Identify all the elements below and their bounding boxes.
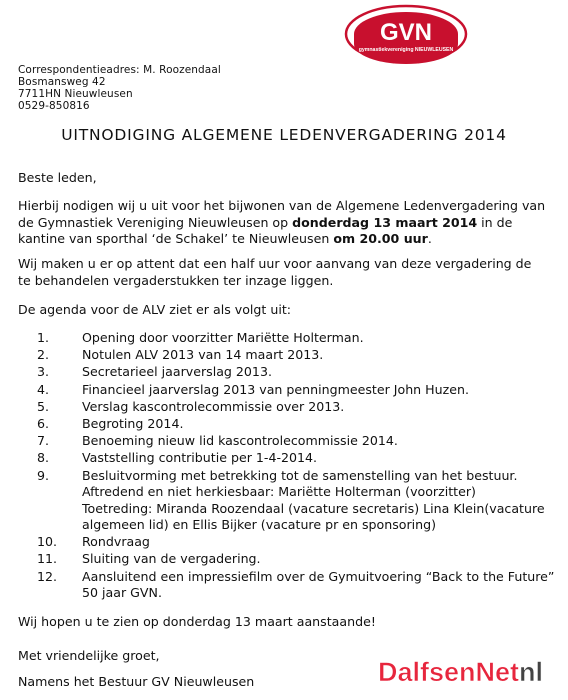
agenda-item bbox=[18, 534, 563, 551]
logo-subtext: gymnastiekvereniging NIEUWLEUSEN bbox=[358, 47, 454, 53]
gvn-logo bbox=[344, 4, 468, 64]
address-line: 0529-850816 bbox=[18, 100, 90, 112]
agenda-item bbox=[18, 330, 563, 347]
meeting-time: om 20.00 uur bbox=[333, 231, 428, 246]
agenda-item bbox=[18, 433, 563, 450]
agenda-number: 3. bbox=[37, 364, 50, 380]
watermark-text: DalfsenNet bbox=[378, 657, 520, 687]
address-line: Bosmansweg 42 bbox=[18, 76, 106, 88]
dalfsennet-watermark bbox=[376, 654, 564, 688]
letter-title: UITNODIGING ALGEMENE LEDENVERGADERING 2014 bbox=[61, 126, 507, 144]
intro-text: Hierbij nodigen wij u uit voor het bijwonen van de Algemene Ledenvergadering van de Gymnastiek Vereniging Nieuwleusen op bbox=[18, 198, 546, 230]
intro-paragraph bbox=[18, 198, 548, 248]
address-line: Correspondentieadres: M. Roozendaal bbox=[18, 64, 221, 76]
agenda-number: 8. bbox=[37, 450, 50, 466]
agenda-item bbox=[18, 551, 563, 568]
agenda-item bbox=[18, 569, 563, 602]
agenda-intro: De agenda voor de ALV ziet er als volgt uit: bbox=[18, 302, 292, 317]
logo-text: GVN bbox=[379, 19, 433, 46]
agenda-item bbox=[18, 347, 563, 364]
agenda-subtext: Aftredend en niet herkiesbaar: Mariëtte Holterman (voorzitter) bbox=[82, 484, 476, 499]
correspondence-address bbox=[18, 64, 221, 112]
meeting-date: donderdag 13 maart 2014 bbox=[292, 214, 478, 230]
svg-text:DalfsenNetnl bbox=[378, 657, 543, 687]
address-line: 7711HN Nieuwleusen bbox=[18, 88, 133, 100]
watermark-tld: nl bbox=[519, 657, 544, 687]
agenda-number: 6. bbox=[37, 415, 50, 431]
agenda-text: Vaststelling contributie per 1-4-2014. bbox=[82, 450, 318, 466]
agenda-list bbox=[18, 330, 563, 602]
agenda-item bbox=[18, 399, 563, 416]
agenda-number: 4. bbox=[37, 381, 50, 397]
agenda-text: Notulen ALV 2013 van 14 maart 2013. bbox=[82, 347, 324, 363]
greeting: Beste leden, bbox=[18, 170, 97, 185]
intro-text: . bbox=[427, 231, 432, 246]
agenda-text: Rondvraag bbox=[82, 534, 150, 550]
closing-line: Wij hopen u te zien op donderdag 13 maart aanstaande! bbox=[18, 614, 376, 629]
agenda-text: Secretarieel jaarverslag 2013. bbox=[82, 364, 272, 380]
notice-paragraph: Wij maken u er op attent dat een half uur voor aanvang van deze vergadering de te behandelen vergaderstukken ter inzage liggen. bbox=[18, 256, 532, 288]
agenda-number: 7. bbox=[37, 433, 50, 449]
regards-line: Met vriendelijke groet, bbox=[18, 648, 160, 663]
intro-text: in de kantine van sporthal ‘de Schakel’ te Nieuwleusen bbox=[18, 214, 513, 246]
agenda-item bbox=[18, 468, 563, 534]
agenda-text: Sluiting van de vergadering. bbox=[82, 551, 261, 567]
agenda-subtext: Toetreding: Miranda Roozendaal (vacature secretaris) Lina Klein(vacature algemeen lid) en Ellis Bijker (vacature pr en sponsoring) bbox=[82, 500, 545, 532]
agenda-number: 2. bbox=[37, 347, 50, 363]
agenda-text: Begroting 2014. bbox=[82, 415, 184, 431]
agenda-text: Aansluitend een impressiefilm over de Gymuitvoering “Back to the Future” 50 jaar GVN. bbox=[82, 568, 555, 601]
signature-line: Namens het Bestuur GV Nieuwleusen bbox=[18, 674, 255, 689]
agenda-item bbox=[18, 450, 563, 467]
agenda-number: 12. bbox=[37, 568, 58, 584]
agenda-item bbox=[18, 416, 563, 433]
agenda-item bbox=[18, 364, 563, 381]
agenda-number: 5. bbox=[37, 398, 50, 414]
agenda-number: 1. bbox=[37, 330, 50, 345]
agenda-text: Financieel jaarverslag 2013 van penningmeester John Huzen. bbox=[82, 381, 469, 397]
agenda-number: 11. bbox=[37, 551, 58, 567]
agenda-number: 10. bbox=[37, 534, 58, 550]
agenda-number: 9. bbox=[37, 467, 50, 483]
agenda-item bbox=[18, 382, 563, 399]
agenda-text: Benoeming nieuw lid kascontrolecommissie 2014. bbox=[82, 433, 398, 449]
agenda-text: Besluitvorming met betrekking tot de samenstelling van het bestuur. bbox=[82, 467, 518, 483]
agenda-text: Verslag kascontrolecommissie over 2013. bbox=[82, 398, 345, 414]
agenda-text: Opening door voorzitter Mariëtte Holterman. bbox=[82, 330, 364, 345]
